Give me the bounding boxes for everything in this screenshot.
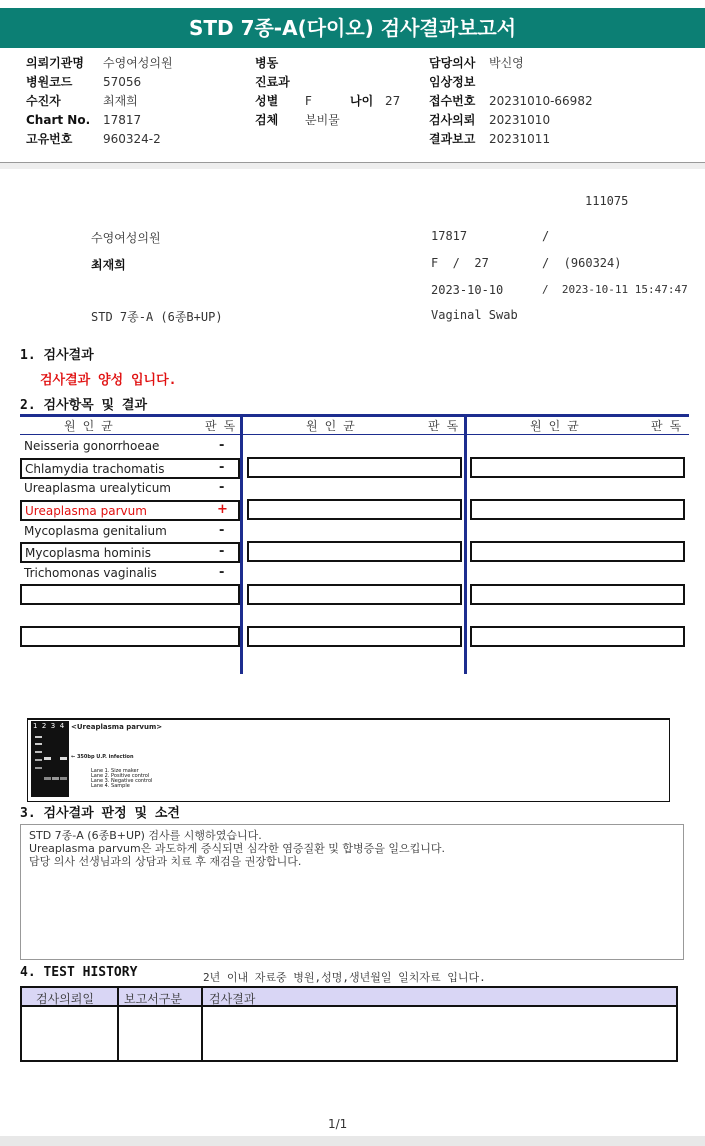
pathogen-result: - [219,523,225,538]
clinical-info-label: 임상정보 [429,75,476,89]
col-header-pathogen-1: 원인균 [64,419,120,433]
result-summary: 검사결과 양성 입니다. [40,373,177,388]
pathogen-name: Ureaplasma urealyticum [24,481,171,495]
results-table-divider-2 [464,414,467,674]
opinion-line: 담당 의사 선생님과의 상담과 치료 후 재검을 권장합니다. [29,855,302,868]
history-col-request-date: 검사의뢰일 [36,992,94,1006]
opinion-line: STD 7종-A (6종B+UP) 검사를 시행하였습니다. [29,829,262,842]
gel-lane-numbers: 1 2 3 4 [33,722,65,730]
patient-label: 수진자 [26,94,61,108]
info-sex-age: F / 27 [431,256,489,270]
history-table-header [22,988,676,1007]
info-chart: 17817 [431,229,468,243]
hospital-code-value: 57056 [103,75,142,89]
gel-legend-item: Lane 2. Positive control [91,773,150,779]
gel-band [44,777,51,780]
section-1-heading: 1. 검사결과 [20,348,94,363]
empty-result-box [247,541,462,562]
report-date-label: 결과보고 [429,132,476,146]
doctor-value: 박신영 [489,56,524,70]
chart-no-value: 17817 [103,113,142,127]
section-4-heading: 4. TEST HISTORY [20,965,138,980]
header-col-1 [26,54,173,149]
gel-legend-item: Lane 1. Size maker [91,768,139,774]
specimen-label: 검체 [255,113,279,127]
unique-id-value: 960324-2 [103,132,161,146]
col-header-judgment-1: 판독 [205,419,243,433]
age-label: 나이 [350,94,374,108]
result-row [20,479,240,500]
gel-band [35,767,42,769]
department-label: 진료과 [255,75,290,89]
receipt-no-value: 20231010-66982 [489,94,593,108]
gel-title: <Ureaplasma parvum> [71,723,163,731]
history-col-divider [201,988,203,1060]
header-col-3 [429,54,593,149]
results-table-divider-1 [240,414,243,674]
info-birth: / (960324) [542,256,622,270]
result-row [20,458,240,479]
results-table-header-border [20,434,689,435]
gel-band [60,757,67,760]
pathogen-result: - [219,565,225,580]
ward-label: 병동 [255,56,279,70]
pathogen-result: - [219,438,225,453]
request-date-label: 검사의뢰 [429,113,476,127]
pathogen-name: Neisseria gonorrhoeae [24,439,160,453]
info-clinic: 수영여성의원 [91,231,161,245]
pathogen-name: Chlamydia trachomatis [25,462,165,476]
pathogen-name: Ureaplasma parvum [25,504,147,518]
specimen-value: 분비물 [305,113,340,127]
gel-band [44,757,51,760]
arrow-left-icon: ← [71,754,76,760]
opinion-box [20,824,684,960]
gel-electrophoresis-image [31,721,69,797]
empty-result-box [20,626,240,647]
request-date-value: 20231010 [489,113,551,127]
col-header-pathogen-3: 원인균 [530,419,586,433]
gel-band-label [71,754,134,760]
empty-result-box [247,457,462,478]
gel-legend-item: Lane 3. Negative control [91,778,153,784]
history-col-divider [117,988,119,1060]
form-code: 111075 [585,194,629,208]
result-row [20,542,240,563]
hospital-name-value: 수영여성의원 [103,56,173,70]
info-reported: / 2023-10-11 15:47:47 [542,283,688,296]
gel-legend-item: Lane 4. Sample [91,783,130,789]
empty-result-box [470,626,685,647]
gel-band [52,777,59,780]
unique-id-label: 고유번호 [26,132,73,146]
result-row [20,437,240,458]
section-3-heading: 3. 검사결과 판정 및 소견 [20,806,180,821]
info-patient-name: 최재희 [91,258,126,272]
history-note: 2년 이내 자료중 병원,성명,생년월일 일치자료 입니다. [203,971,486,984]
footer-bar [0,1136,705,1146]
gel-band-label-text: 350bp U.P. infection [76,754,134,760]
chart-no-label: Chart No. [26,113,91,127]
result-row [20,500,240,521]
pathogen-name: Trichomonas vaginalis [24,566,157,580]
pathogen-name: Mycoplasma hominis [25,546,151,560]
gel-band [35,751,42,753]
gel-band [35,743,42,745]
header-separator-shade [0,163,705,169]
empty-result-box [247,584,462,605]
history-col-result: 검사결과 [209,992,256,1006]
hospital-name-label: 의뢰기관명 [26,56,84,70]
empty-result-box [470,457,685,478]
sex-label: 성별 [255,94,279,108]
patient-value: 최재희 [103,94,138,108]
gel-legend [91,769,152,789]
page-number: 1/1 [328,1117,348,1131]
pathogen-name: Mycoplasma genitalium [24,524,167,538]
col-header-judgment-3: 판독 [651,419,689,433]
empty-result-box [247,626,462,647]
empty-result-box [470,541,685,562]
age-value: 27 [385,94,401,108]
receipt-no-label: 접수번호 [429,94,476,108]
gel-band [35,736,42,738]
pathogen-result: - [219,460,225,475]
sex-value: F [305,94,312,108]
info-received: 2023-10-10 [431,283,504,297]
info-test-name: STD 7종-A (6종B+UP) [91,310,223,324]
history-col-report-type: 보고서구분 [124,992,182,1006]
report-title: STD 7종-A(다이오) 검사결과보고서 [0,8,705,48]
info-specimen: Vaginal Swab [431,308,518,322]
gel-band [60,777,67,780]
pathogen-result: - [219,544,225,559]
info-slash: / [542,229,550,243]
col-header-pathogen-2: 원인균 [306,419,362,433]
pathogen-result: - [219,480,225,495]
result-row [20,522,240,543]
empty-result-box [20,584,240,605]
gel-band [35,759,42,761]
header-col-2 [255,54,400,130]
report-date-value: 20231011 [489,132,551,146]
pathogen-result: + [217,502,228,517]
col-header-judgment-2: 판독 [428,419,466,433]
section-2-heading: 2. 검사항목 및 결과 [20,398,148,413]
empty-result-box [470,499,685,520]
opinion-line: Ureaplasma parvum은 과도하게 증식되면 심각한 염증질환 및 합병증을 일으킵니다. [29,842,445,855]
doctor-label: 담당의사 [429,56,476,70]
hospital-code-label: 병원코드 [26,75,73,89]
empty-result-box [470,584,685,605]
empty-result-box [247,499,462,520]
history-table [20,986,678,1062]
result-row [20,564,240,585]
